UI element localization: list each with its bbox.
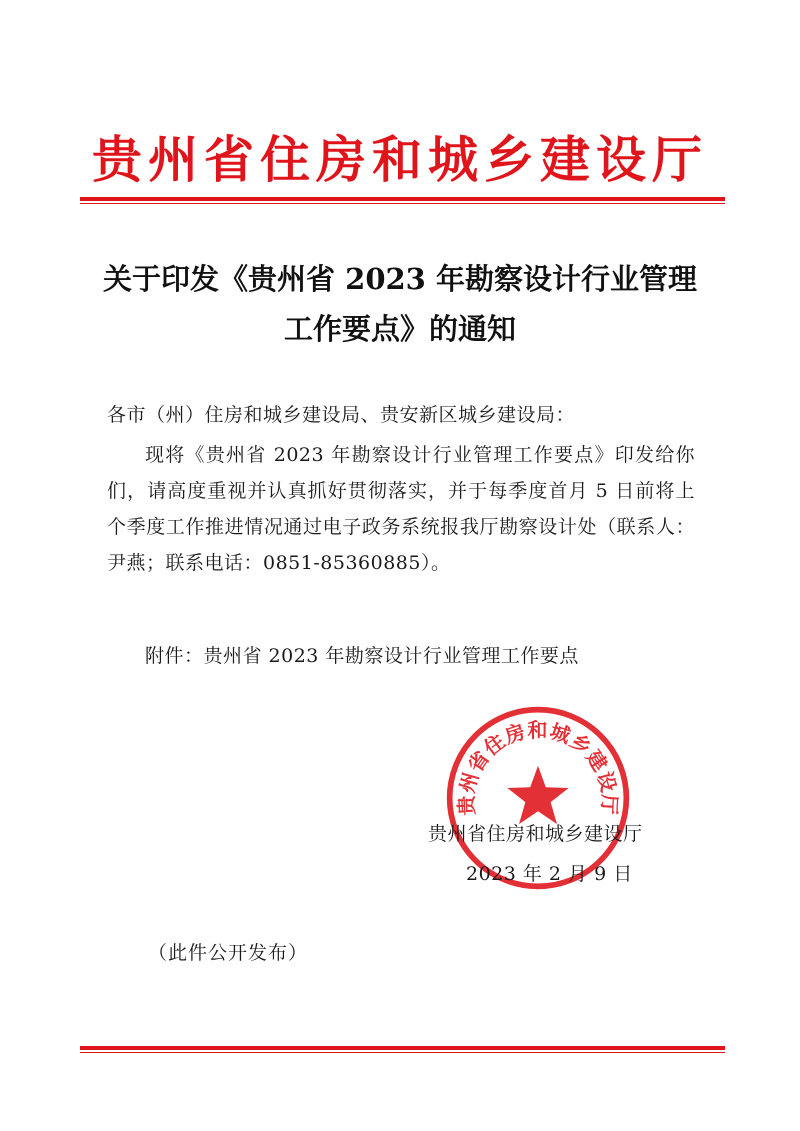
footer-divider-thin-line [80,1052,725,1053]
issuing-authority-header: 贵州省住房和城乡建设厅 [92,130,708,189]
footer-divider-rule [80,1046,725,1056]
signing-authority: 贵州省住房和城乡建设厅 [428,823,643,845]
header-divider-thin-line [80,203,725,204]
seal-arc-text-path: 贵州省住房和城乡建设厅 [453,717,623,817]
attachment-line: 附件：贵州省 2023 年勘察设计行业管理工作要点 [145,645,579,667]
footer-divider-thick-line [80,1046,725,1050]
document-title [90,254,710,354]
document-title-line-2: 工作要点》的通知 [283,312,516,346]
header-divider-rule [80,197,725,207]
document-title-line-1: 关于印发《贵州省 2023 年勘察设计行业管理 [103,262,697,296]
salutation: 各市（州）住房和城乡建设局、贵安新区城乡建设局： [107,404,576,426]
body-paragraph: 现将《贵州省 2023 年勘察设计行业管理工作要点》印发给你们，请高度重视并认真抓好贯彻落实，并于每季度首月 5 日前将上个季度工作推进情况通过电子政务系统报我厅勘察设计处（联系人：尹燕；联系电话：0851-85360885）。 [107,444,695,574]
header-divider-thick-line [80,197,725,201]
publication-note: （此件公开发布） [148,942,309,964]
issue-date: 2023 年 2 月 9 日 [466,863,633,885]
